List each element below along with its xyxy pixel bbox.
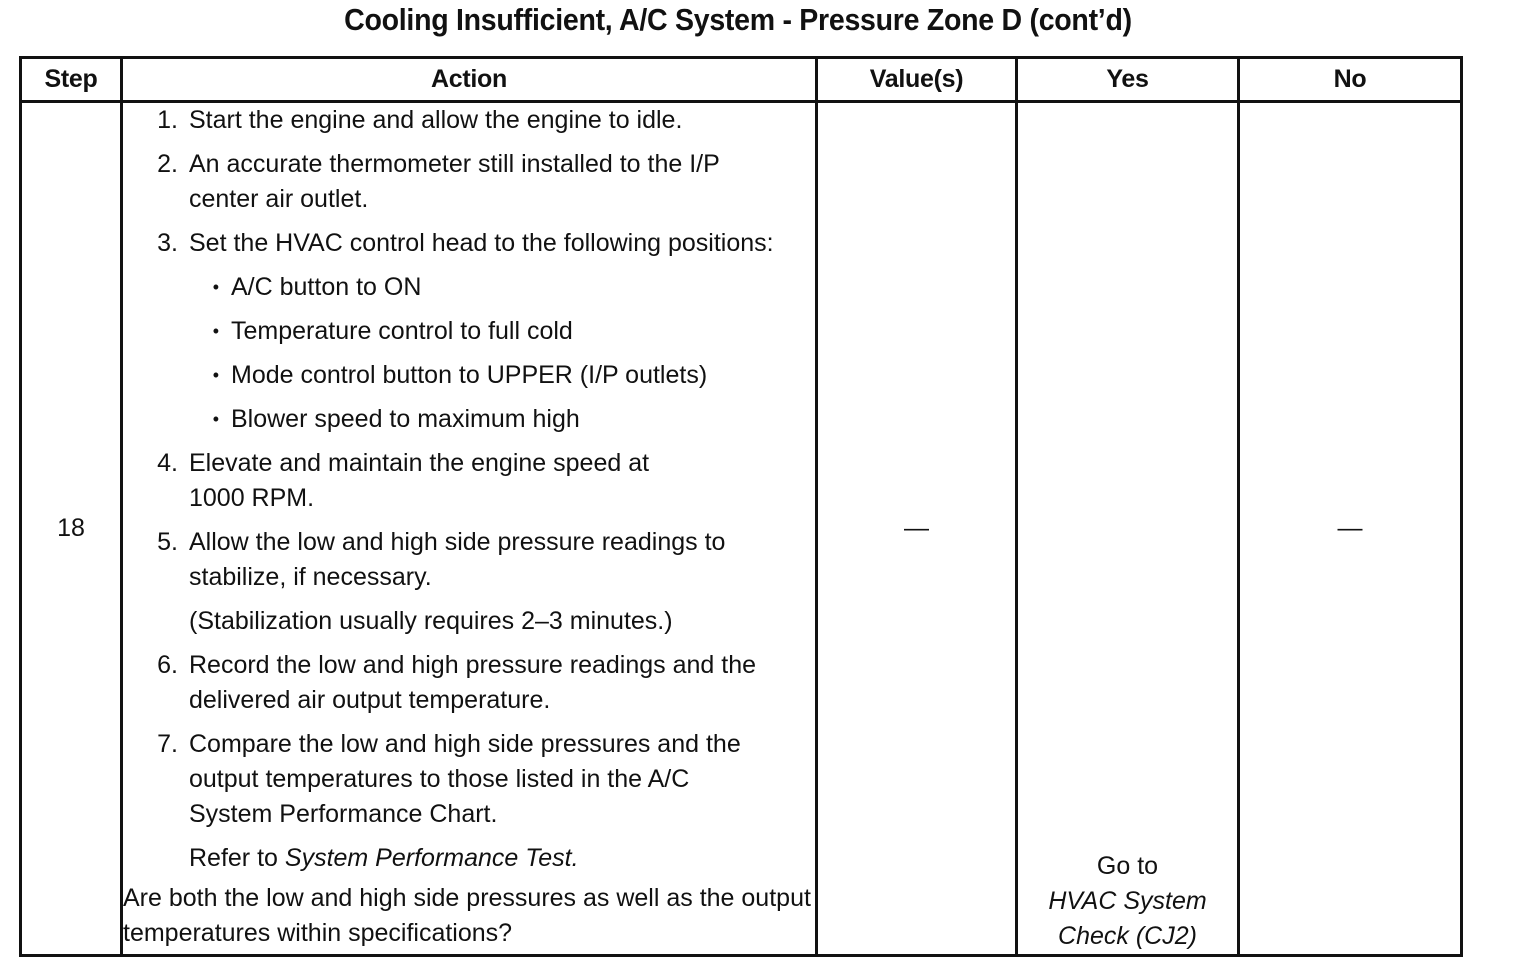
diagnostic-table	[19, 56, 1463, 957]
step-num: 6.	[157, 651, 178, 679]
step-num: 5.	[157, 528, 178, 556]
action-step-7	[123, 727, 815, 832]
step-num: 1.	[157, 106, 178, 134]
step-text: Set the HVAC control head to the following positions:	[189, 229, 774, 257]
step-num: 7.	[157, 730, 178, 758]
header-action: Action	[122, 58, 817, 102]
table-row	[21, 102, 1462, 956]
step5-note: (Stabilization usually requires 2–3 minutes.)	[189, 607, 673, 635]
action-step-6	[123, 648, 815, 718]
action-cell	[122, 102, 817, 956]
bullet-icon: •	[212, 365, 219, 385]
bullet-item	[123, 270, 815, 305]
action-step-4	[123, 446, 815, 516]
bullet-item	[123, 314, 815, 349]
step-text: Start the engine and allow the engine to idle.	[189, 106, 683, 134]
action-step-3	[123, 226, 815, 261]
diagnostic-question: Are both the low and high side pressures as well as the output temperatures within specifications?	[123, 884, 811, 947]
step-text: An accurate thermometer still installed to the I/P center air outlet.	[189, 150, 720, 213]
step-number: 18	[21, 102, 122, 956]
step7-note-prefix: Refer to	[189, 844, 278, 872]
hvac-system-check-link[interactable]	[1018, 884, 1237, 954]
bullet-icon: •	[212, 409, 219, 429]
yes-link-line1[interactable]: HVAC System	[1048, 887, 1207, 915]
action-step-1	[123, 103, 815, 138]
value-cell: —	[817, 102, 1017, 956]
system-performance-test-link[interactable]: System Performance Test.	[284, 844, 579, 872]
page-title: Cooling Insufficient, A/C System - Pressure Zone D (cont’d)	[344, 2, 1132, 37]
bullet-item	[123, 402, 815, 437]
action-step-2	[123, 147, 815, 217]
step-num: 2.	[157, 150, 178, 178]
yes-link-line2[interactable]: Check (CJ2)	[1058, 922, 1197, 950]
yes-prefix: Go to	[1096, 852, 1159, 880]
step-text: Elevate and maintain the engine speed at 1000 RPM.	[189, 449, 650, 512]
no-cell: —	[1239, 102, 1462, 956]
step-text: Compare the low and high side pressures and the output temperatures to those listed in the A/C System Performance Chart.	[189, 730, 741, 828]
header-values: Value(s)	[817, 58, 1017, 102]
bullet-text: Blower speed to maximum high	[231, 405, 580, 433]
bullet-text: Temperature control to full cold	[231, 317, 573, 345]
bullet-icon: •	[212, 277, 219, 297]
step-text: Record the low and high pressure readings and the delivered air output temperature.	[189, 651, 757, 714]
yes-cell	[1017, 102, 1239, 956]
action-step-5	[123, 525, 815, 595]
table-header-row	[21, 58, 1462, 102]
bullet-text: A/C button to ON	[231, 273, 422, 301]
step-num: 4.	[157, 449, 178, 477]
step7-note	[189, 841, 815, 876]
header-step: Step	[21, 58, 122, 102]
step-text: Allow the low and high side pressure readings to stabilize, if necessary.	[189, 528, 726, 591]
header-no: No	[1239, 58, 1462, 102]
header-yes: Yes	[1017, 58, 1239, 102]
bullet-icon: •	[212, 321, 219, 341]
step-num: 3.	[157, 229, 178, 257]
bullet-item	[123, 358, 815, 393]
bullet-text: Mode control button to UPPER (I/P outlets)	[231, 361, 708, 389]
